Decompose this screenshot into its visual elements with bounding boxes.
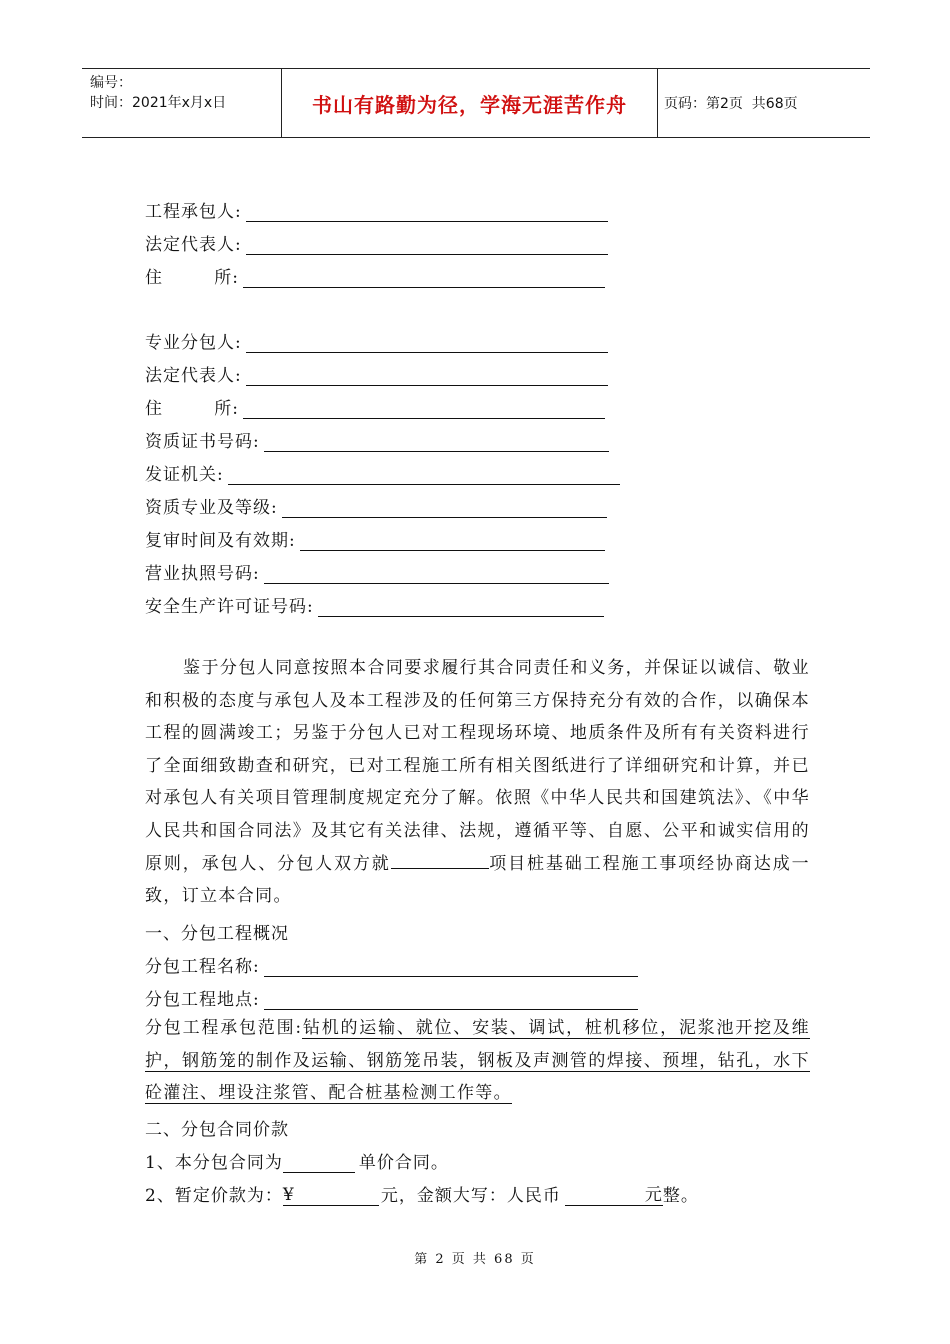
project-location-field[interactable] [264,991,638,1010]
safety-license-field[interactable] [318,598,604,617]
project-name-blank[interactable] [391,850,489,869]
header-meta [82,69,282,137]
contractor-row [145,196,608,222]
contractor-legal-rep-row [145,229,608,255]
subcontractor-address-row [145,393,605,419]
issuer-label: 发证机关: [145,465,224,485]
project-name-field[interactable] [264,958,638,977]
contract-type-suffix: 单价合同。 [358,1153,449,1173]
currency-symbol: ¥ [282,1185,295,1205]
document-number-label: 编号： [90,75,132,91]
contract-type-row [145,1147,449,1173]
price-words-field[interactable] [565,1185,645,1206]
price-row [145,1180,699,1206]
review-time-field[interactable] [300,532,605,551]
qual-grade-label: 资质专业及等级: [145,498,278,518]
contractor-label: 工程承包人: [145,202,242,222]
biz-license-label: 营业执照号码: [145,564,260,584]
biz-license-row [145,558,609,584]
contractor-field[interactable] [246,203,608,222]
scope-text: 钻机的运输、就位、安装、调试，桩机移位，泥浆池开挖及维护，钢筋笼的制作及运输、钢筋笼吊装，钢板及声测管的焊接、预埋，钻孔，水下砼灌注、埋设注浆管、配合桩基检测工作等。 [145,1018,810,1104]
document-time-label: 时间：2021年x月x日 [90,95,227,111]
subcontractor-address-field[interactable] [243,400,605,419]
price-label: 2、暂定价款为： [145,1186,283,1206]
biz-license-field[interactable] [264,565,609,584]
subcontractor-legal-rep-field[interactable] [246,367,608,386]
price-mid-text: 元，金额大写：人民币 [380,1186,561,1206]
safety-license-row [145,591,604,617]
issuer-field[interactable] [228,466,620,485]
subcontractor-legal-rep-row [145,360,608,386]
subcontractor-legal-rep-label: 法定代表人: [145,366,242,386]
section-2-title-text: 二、分包合同价款 [145,1120,289,1140]
subcontractor-label: 专业分包人: [145,333,242,353]
qual-cert-row [145,426,609,452]
section-1-title-text: 一、分包工程概况 [145,924,289,944]
subcontractor-field[interactable] [246,334,608,353]
issuer-row [145,459,620,485]
preamble-text-b: 项目桩基础工程施工事项经协商达成一致，订立本合同。 [145,853,810,907]
contractor-address-field[interactable] [243,269,605,288]
qual-grade-row [145,492,607,518]
preamble-paragraph [145,652,810,913]
scope-paragraph [145,1012,810,1110]
qual-grade-field[interactable] [282,499,607,518]
qual-cert-label: 资质证书号码: [145,432,260,452]
page-footer: 第 2 页 共 68 页 [414,1252,536,1267]
contractor-address-label: 住 所: [145,268,239,288]
section-1-title [145,918,289,944]
section-2-title [145,1114,289,1140]
contractor-legal-rep-label: 法定代表人: [145,235,242,255]
project-location-label: 分包工程地点: [145,990,260,1010]
scope-label: 分包工程承包范围: [145,1018,303,1038]
review-time-row [145,525,605,551]
subcontractor-address-label: 住 所: [145,399,239,419]
preamble-text-a: 鉴于分包人同意按照本合同要求履行其合同责任和义务，并保证以诚信、敬业和积极的态度与承包人及本工程涉及的任何第三方保持充分有效的合作，以确保本工程的圆满竣工；另鉴于分包人已对工程现场环境、地质条件及所有有关资料进行了全面细致勘查和研究，已对工程施工所有相关图纸进行了详细研究和计算，并已对承包人有关项目管理制度规定充分了解。依照《中华人民共和国建筑法》、《中华人民共和国合同法》及其它有关法律、法规，遵循平等、自愿、公平和诚实信用的原则，承包人、分包人双方就 [145,658,810,874]
review-time-label: 复审时间及有效期: [145,531,296,551]
contract-type-label: 1、本分包合同为 [145,1153,283,1173]
contract-type-field[interactable] [283,1154,355,1173]
header-page-label: 页码：第2页 共68页 [664,96,798,112]
subcontractor-row [145,327,608,353]
project-name-row [145,951,638,977]
qual-cert-field[interactable] [264,433,609,452]
page-header [82,68,870,138]
header-motto: 书山有路勤为径，学海无涯苦作舟 [282,69,658,137]
contractor-address-row [145,262,605,288]
price-end-text: 整。 [662,1186,699,1206]
project-location-row [145,984,638,1010]
price-unit: 元 [645,1180,663,1206]
project-name-label: 分包工程名称: [145,957,260,977]
header-page-info [658,69,870,137]
safety-license-label: 安全生产许可证号码: [145,597,314,617]
price-amount-field[interactable] [283,1185,379,1206]
contractor-legal-rep-field[interactable] [246,236,608,255]
